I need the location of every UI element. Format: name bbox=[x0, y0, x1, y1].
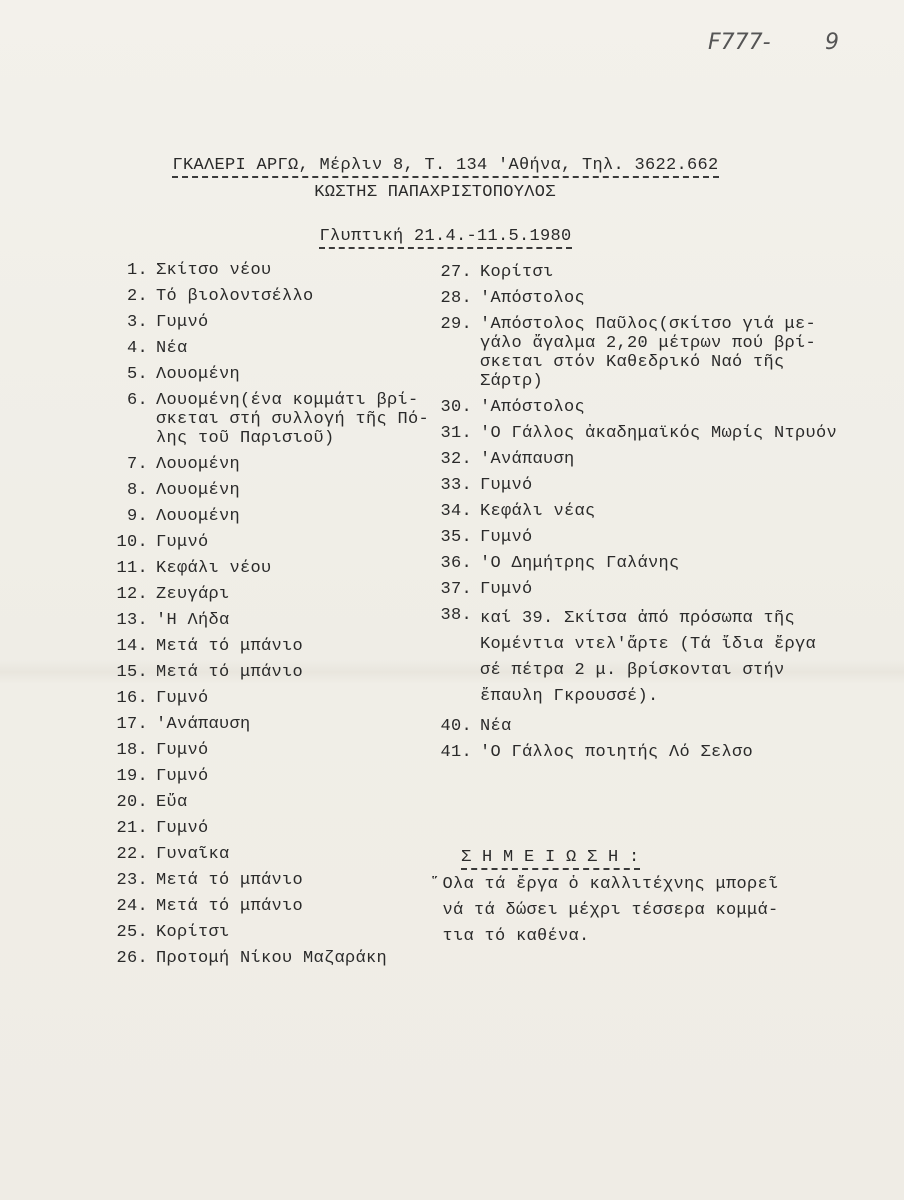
exhibition-title: Γλυπτική 21.4.-11.5.1980 bbox=[319, 227, 571, 249]
item-number: 35. bbox=[440, 528, 472, 547]
item-number: 21. bbox=[116, 819, 148, 838]
item-lines bbox=[156, 663, 303, 682]
item-lines bbox=[480, 263, 554, 282]
item-lines bbox=[480, 743, 753, 762]
item-text: Κορίτσι bbox=[156, 923, 230, 942]
list-item bbox=[100, 481, 429, 500]
item-lines bbox=[156, 767, 209, 786]
item-lines bbox=[156, 923, 230, 942]
item-text: Γυμνό bbox=[480, 476, 533, 495]
item-text: Σάρτρ) bbox=[480, 372, 544, 391]
list-item bbox=[100, 741, 429, 760]
item-text: Γυμνό bbox=[156, 533, 209, 552]
item-lines bbox=[156, 871, 303, 890]
item-text: σέ πέτρα 2 μ. βρίσκονται στήν bbox=[480, 661, 785, 680]
item-number: 6. bbox=[126, 391, 148, 410]
note-line: νά τά δώσει μέχρι τέσσερα κομμά- bbox=[432, 901, 779, 920]
list-item bbox=[436, 263, 837, 282]
item-number: 4. bbox=[126, 339, 148, 358]
item-number: 8. bbox=[126, 481, 148, 500]
item-number: 31. bbox=[440, 424, 472, 443]
item-number: 41. bbox=[440, 743, 472, 762]
list-item bbox=[100, 793, 429, 812]
item-number: 25. bbox=[116, 923, 148, 942]
item-text: 'Απόστολος bbox=[480, 398, 586, 417]
item-lines bbox=[480, 554, 680, 573]
list-item bbox=[100, 611, 429, 630]
item-text: Λουομένη bbox=[156, 455, 241, 474]
item-number: 16. bbox=[116, 689, 148, 708]
item-number: 18. bbox=[116, 741, 148, 760]
item-number: 37. bbox=[440, 580, 472, 599]
item-text: Κεφάλι νέου bbox=[156, 559, 272, 578]
note-line: τια τό καθένα. bbox=[432, 927, 590, 946]
item-text: Κομέντια ντελ'ἄρτε (Τά ἴδια ἔργα bbox=[480, 635, 817, 654]
item-lines bbox=[156, 689, 209, 708]
item-text: Κορίτσι bbox=[480, 263, 554, 282]
item-lines bbox=[156, 313, 209, 332]
item-number: 11. bbox=[116, 559, 148, 578]
item-number: 9. bbox=[126, 507, 148, 526]
item-text: Γυμνό bbox=[480, 528, 533, 547]
item-lines bbox=[156, 533, 209, 552]
list-item bbox=[436, 606, 837, 710]
item-lines bbox=[156, 819, 209, 838]
note-body bbox=[432, 872, 779, 950]
item-lines bbox=[480, 717, 512, 736]
list-item bbox=[436, 717, 837, 736]
item-text: σκεται στή συλλογή τῆς Πό- bbox=[156, 410, 430, 429]
item-number: 3. bbox=[126, 313, 148, 332]
item-text: Μετά τό μπάνιο bbox=[156, 663, 304, 682]
item-number: 38. bbox=[440, 606, 472, 625]
list-item bbox=[100, 365, 429, 384]
list-item bbox=[100, 689, 429, 708]
item-number: 7. bbox=[126, 455, 148, 474]
item-number: 12. bbox=[116, 585, 148, 604]
item-number: 17. bbox=[116, 715, 148, 734]
item-text: Γυμνό bbox=[156, 313, 209, 332]
item-number: 29. bbox=[440, 315, 472, 334]
item-lines bbox=[480, 606, 816, 710]
artist-name: ΚΩΣΤΗΣ ΠΑΠΑΧΡΙΣΤΟΠΟΥΛΟΣ bbox=[314, 183, 556, 202]
note-heading bbox=[440, 829, 640, 867]
item-lines bbox=[156, 611, 230, 630]
item-lines bbox=[480, 289, 585, 308]
item-text: 'Ανάπαυση bbox=[156, 715, 251, 734]
item-number: 24. bbox=[116, 897, 148, 916]
item-number: 26. bbox=[116, 949, 148, 968]
list-item bbox=[100, 637, 429, 656]
item-text: λης τοῦ Παρισιοῦ) bbox=[156, 429, 335, 448]
item-text: Μετά τό μπάνιο bbox=[156, 871, 304, 890]
item-text: Νέα bbox=[480, 717, 512, 736]
item-number: 28. bbox=[440, 289, 472, 308]
item-text: Σκίτσο νέου bbox=[156, 261, 272, 280]
item-text: γάλο ἄγαλμα 2,20 μέτρων πού βρί- bbox=[480, 334, 817, 353]
item-text: Νέα bbox=[156, 339, 188, 358]
exhibition-line bbox=[0, 208, 870, 246]
item-text: Γυμνό bbox=[156, 767, 209, 786]
item-text: Μετά τό μπάνιο bbox=[156, 637, 304, 656]
item-text: Μετά τό μπάνιο bbox=[156, 897, 304, 916]
item-lines bbox=[156, 637, 303, 656]
list-item bbox=[100, 897, 429, 916]
item-number: 5. bbox=[126, 365, 148, 384]
list-item bbox=[436, 580, 837, 599]
item-number: 22. bbox=[116, 845, 148, 864]
list-item bbox=[100, 287, 429, 306]
item-text: Λουομένη bbox=[156, 481, 241, 500]
item-number: 30. bbox=[440, 398, 472, 417]
list-item bbox=[436, 398, 837, 417]
list-item bbox=[436, 450, 837, 469]
item-text: Τό βιολοντσέλλο bbox=[156, 287, 314, 306]
item-number: 40. bbox=[440, 717, 472, 736]
gallery-address: ΓΚΑΛΕΡΙ ΑΡΓΩ, Μέρλιν 8, Τ. 134 'Αθήνα, Τηλ. 3622.662 bbox=[172, 156, 718, 178]
list-item bbox=[436, 502, 837, 521]
item-lines bbox=[156, 741, 209, 760]
item-number: 14. bbox=[116, 637, 148, 656]
item-text: 'Ανάπαυση bbox=[480, 450, 575, 469]
item-lines bbox=[156, 897, 303, 916]
item-text: 'Απόστολος bbox=[480, 289, 586, 308]
item-lines bbox=[156, 559, 272, 578]
item-number: 32. bbox=[440, 450, 472, 469]
item-text: Γυμνό bbox=[156, 689, 209, 708]
item-text: Γυμνό bbox=[156, 741, 209, 760]
item-text: 'Απόστολος Παῦλος(σκίτσο γιά με- bbox=[480, 315, 817, 334]
item-lines bbox=[480, 580, 533, 599]
list-item bbox=[100, 819, 429, 838]
item-lines bbox=[156, 339, 188, 358]
item-text: 'Ο Γάλλος ἀκαδημαϊκός Μωρίς Ντρυόν bbox=[480, 424, 838, 443]
item-lines bbox=[156, 585, 230, 604]
item-text: 'Η Λήδα bbox=[156, 611, 230, 630]
item-lines bbox=[156, 455, 240, 474]
item-number: 20. bbox=[116, 793, 148, 812]
item-text: Γυναῖκα bbox=[156, 845, 230, 864]
list-item bbox=[436, 528, 837, 547]
list-item bbox=[100, 767, 429, 786]
list-item bbox=[436, 476, 837, 495]
item-lines bbox=[156, 507, 240, 526]
list-item bbox=[436, 743, 837, 762]
item-text: σκεται στόν Καθεδρικό Ναό τῆς bbox=[480, 353, 785, 372]
note-heading-text: Σ Η Μ Ε Ι Ω Σ Η : bbox=[461, 848, 640, 870]
list-item bbox=[100, 845, 429, 864]
item-text: 'Ο Γάλλος ποιητής Λό Σελσο bbox=[480, 743, 754, 762]
item-lines bbox=[156, 845, 230, 864]
archive-code: F777- bbox=[708, 30, 771, 55]
item-lines bbox=[156, 949, 387, 968]
item-text: 'Ο Δημήτρης Γαλάνης bbox=[480, 554, 680, 573]
item-number: 34. bbox=[440, 502, 472, 521]
item-lines bbox=[156, 481, 240, 500]
page-number: 9 bbox=[825, 30, 839, 55]
item-lines bbox=[480, 502, 596, 521]
note-line: ῞Ολα τά ἔργα ὁ καλλιτέχνης μπορεῖ bbox=[432, 875, 779, 894]
item-text: Προτομή Νίκου Μαζαράκη bbox=[156, 949, 388, 968]
item-lines bbox=[156, 391, 429, 448]
item-number: 36. bbox=[440, 554, 472, 573]
item-lines bbox=[156, 261, 272, 280]
list-item bbox=[100, 663, 429, 682]
item-lines bbox=[480, 315, 816, 391]
item-text: Λουομένη(ένα κομμάτι βρί- bbox=[156, 391, 419, 410]
item-lines bbox=[156, 793, 188, 812]
list-item bbox=[100, 715, 429, 734]
item-number: 10. bbox=[116, 533, 148, 552]
item-lines bbox=[156, 365, 240, 384]
item-text: Ζευγάρι bbox=[156, 585, 230, 604]
item-number: 27. bbox=[440, 263, 472, 282]
list-item bbox=[436, 554, 837, 573]
item-number: 33. bbox=[440, 476, 472, 495]
item-text: Λουομένη bbox=[156, 365, 241, 384]
item-text: Εὔα bbox=[156, 793, 188, 812]
list-item bbox=[100, 871, 429, 890]
item-number: 13. bbox=[116, 611, 148, 630]
works-list-left bbox=[100, 261, 429, 975]
gallery-header bbox=[0, 137, 870, 175]
item-text: Γυμνό bbox=[480, 580, 533, 599]
list-item bbox=[100, 313, 429, 332]
item-lines bbox=[480, 528, 533, 547]
item-lines bbox=[480, 450, 575, 469]
item-lines bbox=[156, 715, 251, 734]
works-list-right bbox=[436, 263, 837, 769]
item-text: Λουομένη bbox=[156, 507, 241, 526]
item-text: ἔπαυλη Γκρουσσέ). bbox=[480, 687, 659, 706]
list-item bbox=[436, 424, 837, 443]
item-lines bbox=[480, 476, 533, 495]
list-item bbox=[436, 289, 837, 308]
item-number: 23. bbox=[116, 871, 148, 890]
list-item bbox=[100, 391, 429, 448]
item-number: 1. bbox=[126, 261, 148, 280]
item-text: Γυμνό bbox=[156, 819, 209, 838]
item-text: Κεφάλι νέας bbox=[480, 502, 596, 521]
list-item bbox=[100, 507, 429, 526]
list-item bbox=[100, 585, 429, 604]
list-item bbox=[100, 261, 429, 280]
list-item bbox=[100, 533, 429, 552]
item-lines bbox=[156, 287, 314, 306]
list-item bbox=[100, 559, 429, 578]
list-item bbox=[100, 339, 429, 358]
item-lines bbox=[480, 424, 837, 443]
item-number: 15. bbox=[116, 663, 148, 682]
list-item bbox=[100, 923, 429, 942]
item-lines bbox=[480, 398, 585, 417]
list-item bbox=[436, 315, 837, 391]
item-number: 2. bbox=[126, 287, 148, 306]
item-text: καί 39. Σκίτσα ἀπό πρόσωπα τῆς bbox=[480, 609, 796, 628]
list-item bbox=[100, 949, 429, 968]
item-number: 19. bbox=[116, 767, 148, 786]
list-item bbox=[100, 455, 429, 474]
